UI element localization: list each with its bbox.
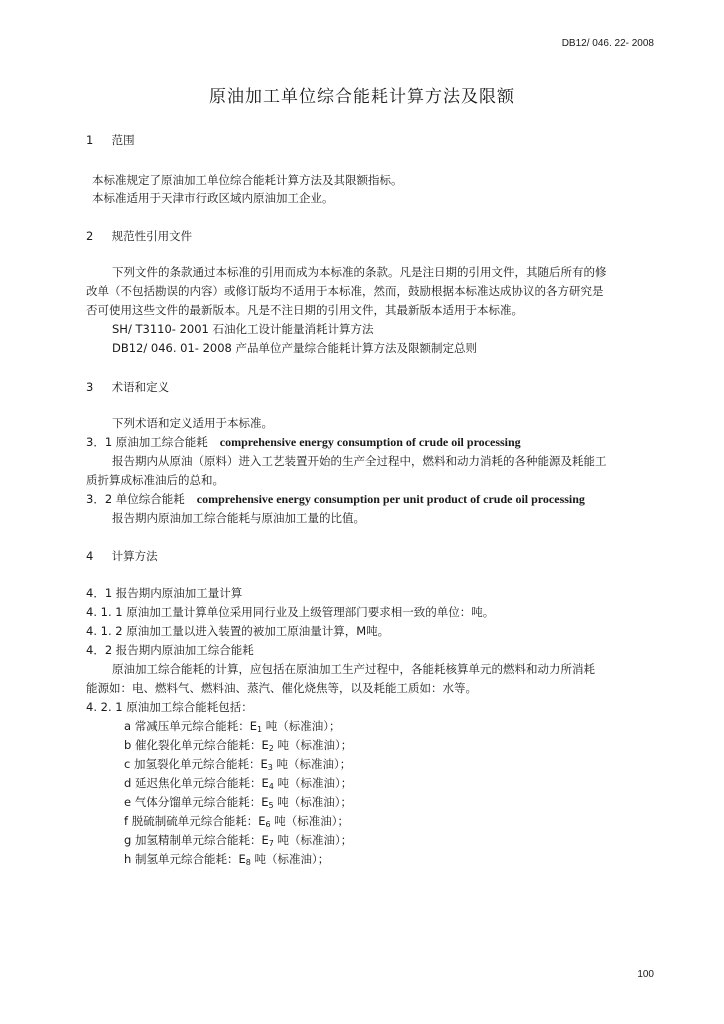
section-title: 范围 — [111, 133, 135, 147]
section-1-heading — [86, 133, 135, 148]
paragraph-line: 否可使用这些文件的最新版本。凡是不注日期的引用文件，其最新版本适用于本标准。 — [86, 303, 523, 317]
term-english: comprehensive energy consumption of crude oil processing — [219, 435, 521, 449]
item-unit: 吨（标准油）； — [273, 738, 353, 752]
paragraph: 本标准适用于天津市行政区域内原油加工企业。 — [92, 191, 334, 205]
item-unit: 吨（标准油）； — [273, 795, 352, 809]
item-text: h 制氢单元综合能耗：E — [124, 852, 246, 866]
term-english: comprehensive energy consumption per unit product of crude oil processing — [196, 492, 585, 506]
list-item — [124, 757, 351, 775]
subsection-4-2-heading: 4．2 报告期内原油加工综合能耗 — [86, 643, 254, 657]
section-number: 1 — [86, 133, 94, 147]
item-text: e 气体分馏单元综合能耗：E — [124, 795, 269, 809]
item-unit: 吨（标准油）； — [272, 757, 352, 771]
list-item — [124, 719, 340, 737]
paragraph-line: 能源如：电、燃料气、燃料油、蒸汽、催化烧焦等，以及耗能工质如：水等。 — [86, 681, 477, 695]
item-subscript: 3 — [267, 763, 273, 772]
paragraph: 下列术语和定义适用于本标准。 — [112, 416, 273, 430]
list-item — [124, 795, 352, 813]
item-text: d 延迟焦化单元综合能耗：E — [124, 776, 269, 790]
term-label: 3．2 单位综合能耗 — [86, 492, 185, 506]
reference-item: DB12/ 046. 01- 2008 产品单位产量综合能耗计算方法及限额制定总则 — [112, 341, 478, 355]
definition-line: 报告期内原油加工综合能耗与原油加工量的比值。 — [112, 511, 365, 525]
item-text: b 催化裂化单元综合能耗：E — [124, 738, 269, 752]
section-number: 4 — [86, 549, 94, 563]
item-subscript: 6 — [265, 820, 271, 829]
paragraph: 本标准规定了原油加工单位综合能耗计算方法及其限额指标。 — [92, 173, 403, 187]
term-3-2 — [86, 492, 585, 507]
term-3-1 — [86, 435, 521, 450]
item-subscript: 5 — [268, 801, 274, 810]
item-unit: 吨（标准油）； — [273, 833, 353, 847]
item-text: f 脱硫制硫单元综合能耗：E — [124, 814, 266, 828]
section-title: 术语和定义 — [111, 380, 170, 394]
item-text: a 常减压单元综合能耗：E — [124, 719, 257, 733]
list-item — [124, 852, 329, 870]
paragraph-line: 改单（不包括勘误的内容）或修订版均不适用于本标准，然而，鼓励根据本标准达成协议的各方研究是 — [86, 284, 604, 298]
subsection-4-1-heading: 4．1 报告期内原油加工量计算 — [86, 586, 243, 600]
list-item — [124, 738, 352, 756]
reference-item: SH/ T3110- 2001 石油化工设计能量消耗计算方法 — [112, 322, 374, 336]
document-title: 原油加工单位综合能耗计算方法及限额 — [209, 87, 515, 107]
clause-4-2-1: 4. 2. 1 原油加工综合能耗包括： — [86, 700, 253, 714]
item-unit: 吨（标准油）； — [250, 852, 330, 866]
definition-line: 质折算成标准油后的总和。 — [86, 473, 224, 487]
item-unit: 吨（标准油）； — [270, 814, 349, 828]
section-2-heading — [86, 229, 192, 244]
item-text: g 加氢精制单元综合能耗：E — [124, 833, 269, 847]
section-title: 计算方法 — [111, 549, 158, 563]
clause-4-1-2: 4. 1. 2 原油加工量以进入装置的被加工原油量计算，M吨。 — [86, 624, 390, 638]
definition-line: 报告期内从原油（原料）进入工艺装置开始的生产全过程中，燃料和动力消耗的各种能源及耗能工 — [112, 454, 607, 468]
clause-4-1-1: 4. 1. 1 原油加工量计算单位采用同行业及上级管理部门要求相一致的单位：吨。 — [86, 605, 495, 619]
section-number: 2 — [86, 229, 94, 243]
section-4-heading — [86, 549, 158, 564]
section-title: 规范性引用文件 — [111, 229, 193, 243]
item-subscript: 2 — [268, 744, 274, 753]
paragraph-line: 原油加工综合能耗的计算，应包括在原油加工生产过程中，各能耗核算单元的燃料和动力所消耗 — [112, 662, 595, 676]
item-subscript: 4 — [268, 782, 274, 791]
item-subscript: 7 — [268, 839, 274, 848]
page-number: 100 — [637, 969, 654, 980]
section-3-heading — [86, 380, 169, 395]
list-item — [124, 776, 352, 794]
item-unit: 吨（标准油）； — [262, 719, 341, 733]
item-unit: 吨（标准油）； — [273, 776, 353, 790]
section-number: 3 — [86, 380, 94, 394]
paragraph-line: 下列文件的条款通过本标准的引用而成为本标准的条款。凡是注日期的引用文件，其随后所有的修 — [112, 265, 607, 279]
document-code: DB12/ 046. 22- 2008 — [561, 38, 654, 49]
list-item — [124, 833, 352, 851]
item-subscript: 1 — [256, 725, 263, 734]
item-text: c 加氢裂化单元综合能耗：E — [124, 757, 268, 771]
list-item — [124, 814, 349, 832]
item-subscript: 8 — [245, 858, 251, 867]
term-label: 3．1 原油加工综合能耗 — [86, 435, 208, 449]
